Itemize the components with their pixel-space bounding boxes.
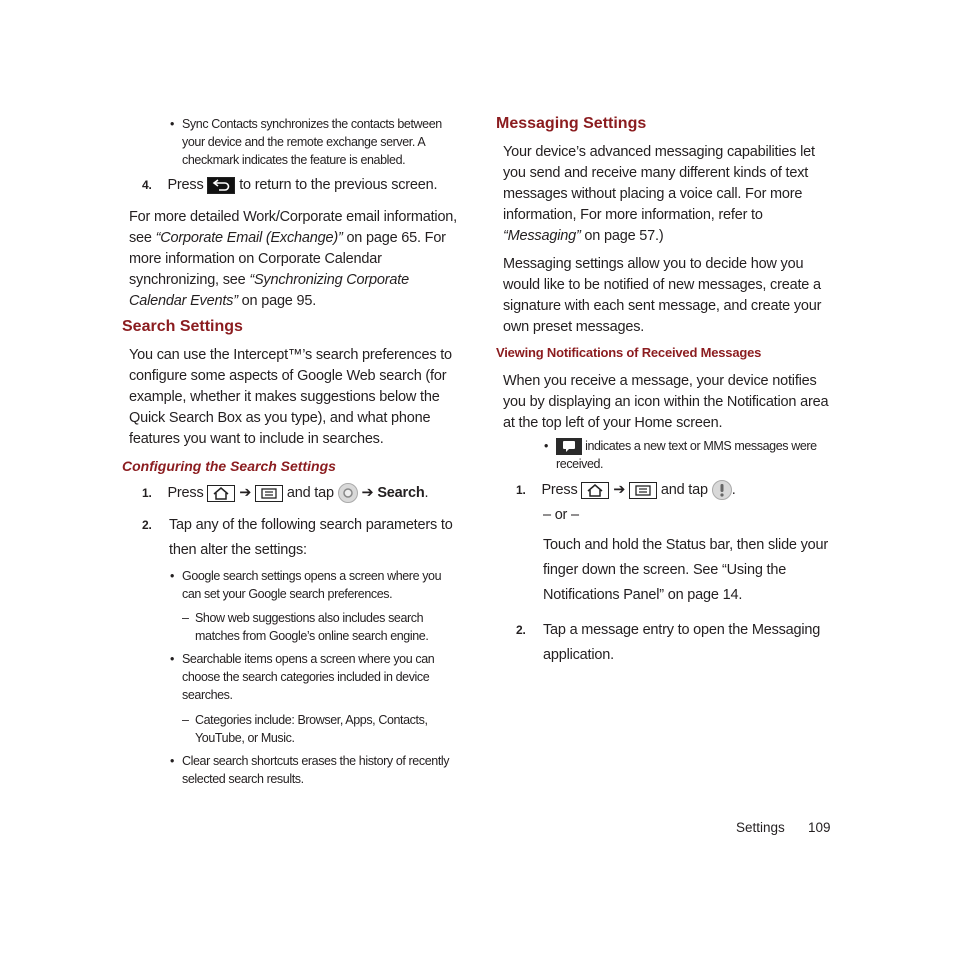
bullet-dot: • xyxy=(170,652,174,666)
step-text: Press xyxy=(167,485,204,501)
messaging-settings-heading: Messaging Settings xyxy=(496,115,647,132)
viewing-notifications-heading: Viewing Notifications of Received Messages xyxy=(496,345,762,360)
step-text: Press xyxy=(167,177,204,193)
search-paragraph: You can use the Intercept™’s search preferences to configure some aspects of Google Web search (for example, whether it makes suggestions below the Quick Search Box as you type), and what phone features you want to include in searches. xyxy=(129,347,452,447)
or-separator: – or – xyxy=(543,507,579,523)
step-text-rest: to return to the previous screen. xyxy=(239,177,438,193)
bullet-searchable-items xyxy=(170,650,455,704)
bullet-clear-shortcuts xyxy=(170,752,455,788)
step-text: and tap xyxy=(660,482,708,498)
bullet-google-search xyxy=(170,567,455,603)
step-number: 1. xyxy=(142,486,152,500)
step-number: 2. xyxy=(142,518,152,532)
bullet-text: indicates a new text or MMS messages were received. xyxy=(556,439,817,472)
text: on page 95. xyxy=(237,293,317,309)
step-text: Tap a message entry to open the Messaging application. xyxy=(543,622,821,663)
messaging-step-2 xyxy=(516,618,836,668)
link-corporate-email[interactable]: “Corporate Email (Exchange)” xyxy=(155,230,343,246)
sub-bullet-web-suggestions xyxy=(182,609,457,645)
more-info-paragraph xyxy=(129,207,459,312)
period: . xyxy=(731,482,736,498)
search-label: Search xyxy=(377,485,425,501)
text: on page 57.) xyxy=(580,228,664,244)
touch-hold-paragraph: Touch and hold the Status bar, then slide your finger down the screen. See “Using the Notifications Panel” on page 14. xyxy=(543,537,829,603)
sub-bullet-text: Categories include: Browser, Apps, Contacts, YouTube, or Music. xyxy=(195,713,428,745)
messaging-paragraph-2: Messaging settings allow you to decide how you would like to be notified of new messages, create a signature with each sent message, and create your own preset messages. xyxy=(503,256,822,335)
arrow-icon: ➔ xyxy=(613,482,626,498)
bullet-dot: • xyxy=(544,439,548,453)
config-step-1 xyxy=(142,483,462,504)
link-sync-calendar[interactable]: “Synchronizing Corporate Calendar Events” xyxy=(129,272,409,309)
step-text: Tap any of the following search parameters to then alter the settings: xyxy=(169,517,453,558)
sync-contacts-bullet xyxy=(170,115,455,169)
arrow-icon: ➔ xyxy=(239,485,252,501)
notification-settings-icon xyxy=(712,480,732,500)
step-number: 4. xyxy=(142,178,152,192)
back-key-icon xyxy=(207,177,235,194)
configuring-search-heading: Configuring the Search Settings xyxy=(122,458,336,474)
bullet-text: Google search settings opens a screen where you can set your Google search preferences. xyxy=(182,569,442,601)
search-settings-heading: Search Settings xyxy=(122,318,243,335)
home-key-icon xyxy=(207,485,235,502)
bullet-message-icon xyxy=(544,437,829,473)
period: . xyxy=(424,485,429,501)
notifications-paragraph: When you receive a message, your device notifies you by displaying an icon within the Notification area at the top left of your Home screen. xyxy=(503,373,829,431)
menu-key-icon xyxy=(629,482,657,499)
step-number: 1. xyxy=(516,483,526,497)
bullet-text: Clear search shortcuts erases the history of recently selected search results. xyxy=(182,754,450,786)
message-notification-icon xyxy=(556,438,582,455)
step-number: 2. xyxy=(516,623,526,637)
page-number: 109 xyxy=(808,820,831,835)
bullet-text: Searchable items opens a screen where you can choose the search categories included in device searches. xyxy=(182,652,435,702)
dash: – xyxy=(182,611,189,625)
sync-contacts-text: Sync Contacts synchronizes the contacts between your device and the remote exchange server. A checkmark indicates the feature is enabled. xyxy=(182,117,442,167)
home-key-icon xyxy=(581,482,609,499)
config-step-2 xyxy=(142,513,462,563)
bullet-dot: • xyxy=(170,754,174,768)
step-text: Press xyxy=(541,482,578,498)
messaging-paragraph-1 xyxy=(503,142,833,247)
footer-section: Settings xyxy=(736,820,785,835)
text: Your device’s advanced messaging capabilities let you send and receive many different kinds of text messages without placing a voice call. For more information, For more information, refer to xyxy=(503,144,815,223)
settings-gear-icon xyxy=(338,483,358,503)
step-4 xyxy=(142,175,462,196)
text: on page 65. For more information on Corporate Calendar synchronizing, see xyxy=(129,230,446,288)
sub-bullet-categories xyxy=(182,711,442,747)
step-text: and tap xyxy=(286,485,334,501)
text: For more detailed Work/Corporate email information, see xyxy=(129,209,458,246)
arrow-icon: ➔ xyxy=(361,485,374,501)
bullet-dot: • xyxy=(170,569,174,583)
dash: – xyxy=(182,713,189,727)
messaging-step-1 xyxy=(516,480,836,501)
menu-key-icon xyxy=(255,485,283,502)
sub-bullet-text: Show web suggestions also includes search matches from Google’s online search engine. xyxy=(195,611,429,643)
bullet-dot: • xyxy=(170,117,174,131)
link-messaging[interactable]: “Messaging” xyxy=(503,228,581,244)
